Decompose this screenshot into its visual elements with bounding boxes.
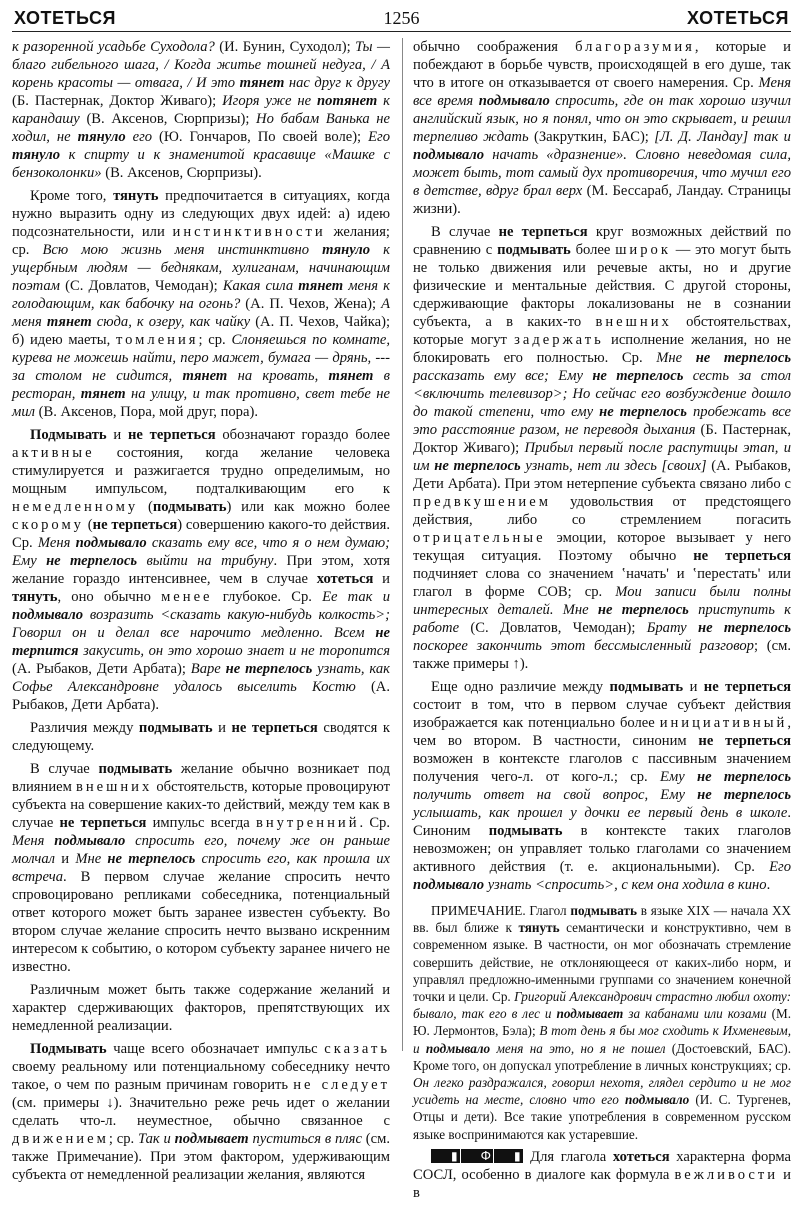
headword-left: ХОТЕТЬСЯ: [14, 8, 116, 28]
paragraph: Различным может быть также содержание желаний и характер сдерживающих факторов, препятствующих их немедленной реализации.: [12, 982, 390, 1034]
paragraph: Различия между подмывать и не терпеться сводятся к следующему.: [12, 720, 390, 754]
two-column-body: [12, 38, 792, 1201]
right-column: [413, 38, 791, 1207]
note-paragraph: ПРИМЕЧАНИЕ. Глагол подмывать в языке XIX — начала XX вв. был ближе к тянуть семантически и конструктивно, чем в современном языке. В частности, он мог обозначать стремление совершить действие, не отклоняющееся от каких-либо норм, и управлял предложно-именными группами со значением конечной точки и цели. Ср. Григорий Александрович страстно любил охоту: бывало, так его в лес и подмывает за кабанами или козами (М. Ю. Лермонтов, Бэла); В тот день я бы мог сходить к Ихменевым, и подмывало меня на это, но я не пошел (Достоевский, БАС). Кроме того, он допускал употребление в личных конструкциях; ср. Он легко раздражался, говорил нехотя, глядел сердито и не мог усидеть на месте, словно что его подмывало (И. С. Тургенев, Отцы и дети). Все такие употребления в современном русском языке воспринимаются как устаревшие.: [413, 903, 791, 1142]
paragraph: Подмывать и не терпеться обозначают гораздо более активные состояния, когда желание человека стимулируется и разжигается трудно определимым, но мощным импульсом, подталкивающим его к немедленному (подмывать) или как можно более скорому (не терпеться) совершению какого-то действия. Ср. Меня подмывало сказать ему все, что я о нем думаю; Ему не терпелось выйти на трибуну. При этом, хотя желание гораздо интенсивнее, чем в случае хотеться и тянуть, оно обычно менее глубокое. Ср. Ее так и подмывало возразить <сказать какую-нибудь колкость>; Говорил он и делал все нарочито медленно. Всем не терпится закусить, он это хорошо знает и не торопится (А. Рыбаков, Дети Арбата); Варе не терпелось узнать, как Софье Александровне удалось выселить Костю (А. Рыбаков, Дети Арбата).: [12, 427, 391, 713]
page-number: 1256: [383, 8, 420, 28]
paragraph: к разоренной усадьбе Суходола? (И. Бунин, Суходол); Ты — благо гибельного шага, / Когда житье тошней недуга, / А корень красоты — отвага, / И это тянет нас друг к другу (Б. Пастернак, Доктор Живаго); Игоря уже не потянет к карандашу (В. Аксенов, Сюрпризы); Но бабам Ванька не ходил, не тянуло его (Ю. Гончаров, По своей воле); Его тянуло к спирту и к знаменитой красавице «Машке с бензоколонки» (В. Аксенов, Сюрпризы).: [12, 39, 391, 181]
running-header: [12, 6, 791, 32]
paragraph: Подмывать чаще всего обозначает импульс сказать своему реальному или потенциальному собеседнику нечто такое, о чем по разным причинам говорить не следует (см. примеры ↓). Значительно реже речь идет о желании сделать что-л. неуместное, обычно связанное с движением; ср. Так и подмывает пуститься в пляс (см. также Примечание). При этом фактором, удерживающим субъекта от немедленной реализации желания, являются: [12, 1041, 390, 1183]
paragraph: Кроме того, тянуть предпочитается в ситуациях, когда нужно выразить одну из следующих двух идей: а) идею подсознательности, или инстинктивности желания; ср. Всю мою жизнь меня инстинктивно тянуло к ущербным людям — беднякам, хулиганам, начинающим поэтам (С. Довлатов, Чемодан); Какая сила тянет меня к голодающим, как бабочку на огонь? (А. П. Чехов, Жена); А меня тянет сюда, к озеру, как чайку (А. П. Чехов, Чайка); б) идею маеты, томления; ср. Слоняешься по комнате, курева не можешь найти, перо мажет, бумага — дрянь, --- за столом не сидится, тянет на кровать, тянет в ресторан, тянет на улицу, и так противно, свет тебе не мил (В. Аксенов, Пора, мой друг, пора).: [12, 188, 391, 420]
paragraph: В случае не терпеться круг возможных действий по сравнению с подмывать более широк — это могут быть не только движения или речевые акты, но и другие физические и ментальные действия. С другой стороны, сдерживающие факторы локализованы не в сознании субъекта, а в каких-то внешних обстоятельствах, которые могут задержать исполнение желания, но не блокировать его полностью. Ср. Мне не терпелось рассказать ему все; Ему не терпелось сесть за стол <включить телевизор>; Но сейчас его возбуждение дошло до такой степени, что ему не терпелось пробежать все это расстояние разом, не переводя дыхания (Б. Пастернак, Доктор Живаго); Прибыл первый после распутицы этап, и им не терпелось узнать, нет ли здесь [своих] (А. Рыбаков, Дети Арбата). При этом нетерпение субъекта связано либо с предвкушением удовольствия от предстоящего действия, либо со стремлением погасить отрицательные эмоции, которое вызывает у него текущая ситуация. Поэтому обычно не терпеться подчиняет слова со значением ʽначать' и ʽперестать' или глагол в форме СОВ; ср. Мои записи были полны интересных деталей. Мне не терпелось приступить к работе (С. Довлатов, Чемодан); Брату не терпелось поскорее закончить этот бессмысленный разговор; (см. также примеры ↑).: [413, 224, 792, 672]
paragraph: ▮ Ф ▮ Для глагола хотеться характерна форма СОСЛ, особенно в диалоге как формула вежливости и в: [413, 1148, 792, 1201]
paragraph: Еще одно различие между подмывать и не терпеться состоит в том, что в первом случае субъект действия изображается как потенциально более инициативный, чем во втором. В частности, синоним не терпеться возможен в контексте глаголов с пассивным значением получения чего-л. от кого-л.; ср. Ему не терпелось получить ответ на свой вопрос, Ему не терпелось услышать, как прошел у дочки ее первый день в школе. Синоним подмывать в контексте таких глаголов невозможен; он управляет только глаголами со значением активного действия (т. е. акциональными). Ср. Его подмывало узнать <спросить>, с кем она ходила в кино.: [413, 679, 791, 893]
left-column: [12, 38, 390, 1189]
paragraph: обычно соображения благоразумия, которые и побеждают в борьбе чувств, происходящей в его душе, так что в итоге он отказывается от своего намерения. Ср. Меня все время подмывало спросить, где он так хорошо изучил английский язык, но я понял, что он это скрывает, и решил терпеливо ждать (Закруткин, БАС); [Л. Д. Ландау] так и подмывало начать «дразнение». Словно неведомая сила, может быть, тот самый дух противоречия, что мучил его в детстве, вдруг брал верх (М. Бессараб, Ландау. Страницы жизни).: [413, 39, 792, 217]
headword-right: ХОТЕТЬСЯ: [687, 8, 789, 28]
paragraph: В случае подмывать желание обычно возникает под влиянием внешних обстоятельств, которые провоцируют субъекта на совершение каких-то действий, между тем как в случае не терпеться импульс всегда внутренний. Ср. Меня подмывало спросить его, почему же он раньше молчал и Мне не терпелось спросить его, как прошла их встреча. В первом случае желание спросить нечто спровоцировано репликами собеседника, потенциальный ответ которого может быть заранее известен субъекту. Во втором случае желание спросить нечто вызвано искренним интересом к событию, о котором субъекту заранее ничего не известно.: [12, 761, 390, 975]
column-divider: [402, 38, 403, 1051]
